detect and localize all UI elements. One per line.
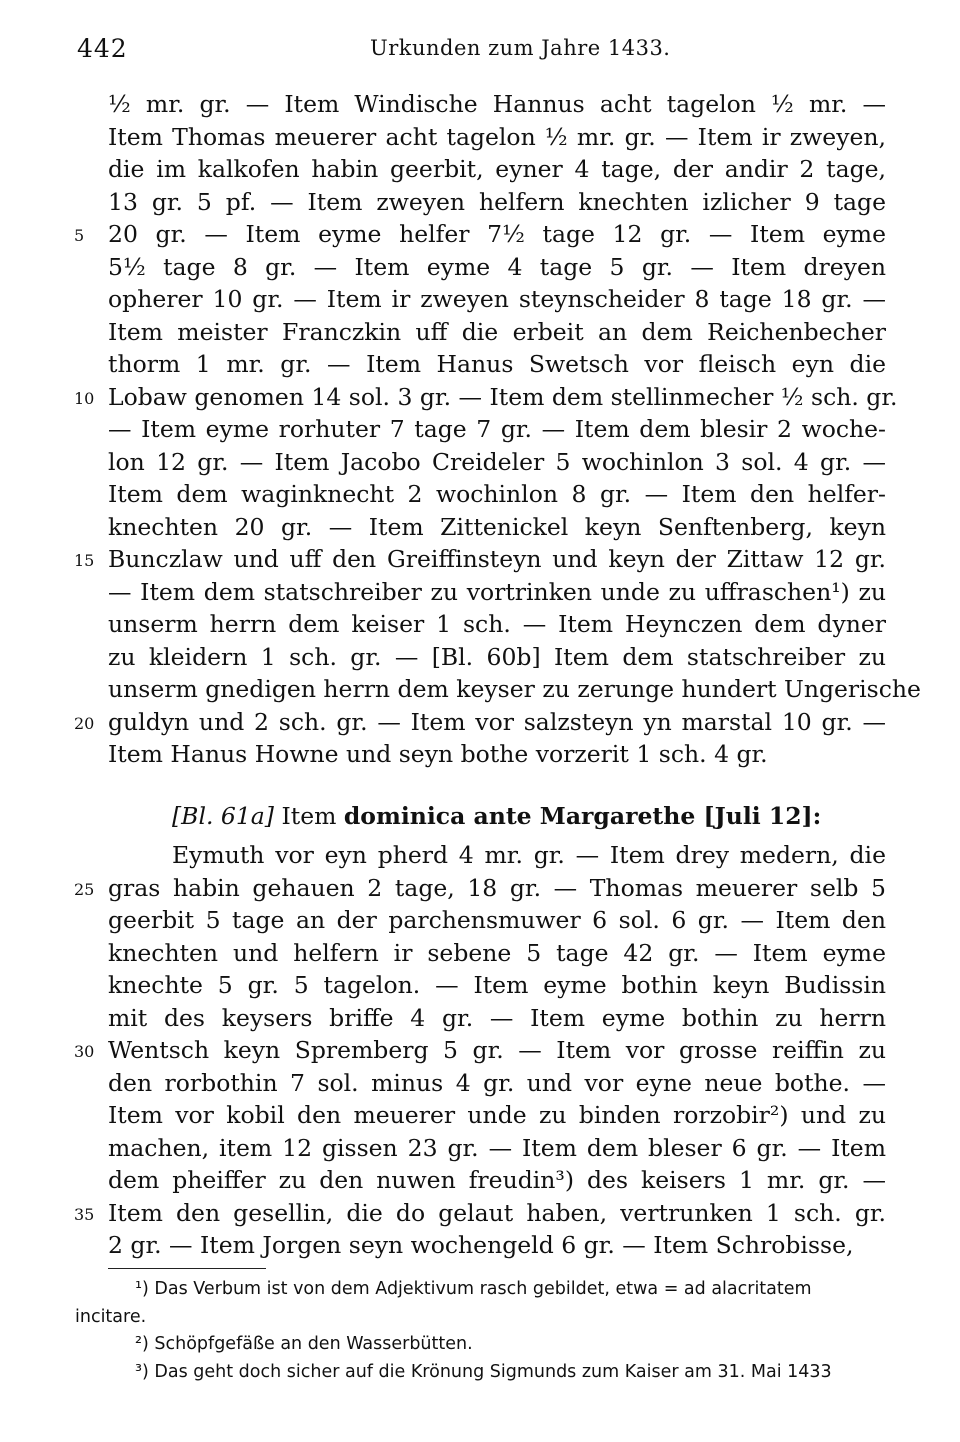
text-line <box>74 218 886 251</box>
line-text: unserm herrn dem keiser 1 sch. — Item Heynczen dem dyner <box>108 610 886 638</box>
line-text: — Item dem statschreiber zu vortrinken unde zu uffraschen¹) zu <box>108 577 886 606</box>
text-line <box>108 1002 886 1035</box>
text-line <box>108 673 921 706</box>
text-line <box>108 121 886 154</box>
text-line <box>108 316 886 349</box>
text-line <box>108 1229 886 1262</box>
heading-item: Item <box>281 802 337 830</box>
footnote-line: incitare. <box>75 1306 147 1327</box>
line-number: 25 <box>74 879 95 899</box>
line-number: 10 <box>74 388 95 408</box>
text-line <box>108 413 886 446</box>
line-text: Bunczlaw und uff den Greiffinsteyn und keyn der Zittaw 12 gr. <box>108 545 886 573</box>
line-text: den rorbothin 7 sol. minus 4 gr. und vor eyne neue bothe. — <box>108 1068 886 1097</box>
footnotes <box>75 1276 887 1386</box>
line-number: 15 <box>74 551 95 570</box>
page-number: 442 <box>77 34 128 63</box>
line-text: Item Hanus Howne und seyn bothe vorzerit 1 sch. 4 gr. <box>108 740 768 768</box>
line-text: 13 gr. 5 pf. — Item zweyen helfern knechten izlicher 9 tage <box>108 187 886 216</box>
line-text: Lobaw genomen 14 sol. 3 gr. — Item dem stellinmecher ½ sch. gr. <box>108 382 898 411</box>
line-number: 30 <box>74 1042 95 1061</box>
line-number: 20 <box>74 713 95 733</box>
line-text: geerbit 5 tage an der parchensmuwer 6 sol. 6 gr. — Item den <box>108 906 886 934</box>
text-line <box>108 1164 886 1197</box>
line-text: machen, item 12 gissen 23 gr. — Item dem bleser 6 gr. — Item <box>108 1133 886 1162</box>
text-block-1 <box>74 88 921 771</box>
line-text: guldyn und 2 sch. gr. — Item vor salzsteyn yn marstal 10 gr. — <box>108 707 886 736</box>
line-text: 20 gr. — Item eyme helfer 7½ tage 12 gr. — Item eyme <box>108 220 886 248</box>
text-line <box>74 872 886 905</box>
folio-reference: [Bl. 61a] <box>172 802 274 830</box>
footnote-line: ²) Schöpfgefäße an den Wasserbütten. <box>135 1334 473 1354</box>
text-line <box>108 1099 886 1132</box>
text-line <box>108 608 886 641</box>
text-line <box>74 1034 886 1067</box>
text-line <box>108 446 886 479</box>
text-line <box>108 738 886 771</box>
line-number: 5 <box>74 226 85 245</box>
text-line <box>74 381 898 414</box>
line-text: zu kleidern 1 sch. gr. — [Bl. 60b] Item dem statschreiber zu <box>108 642 886 671</box>
line-text: 2 gr. — Item Jorgen seyn wochengeld 6 gr. — Item Schrobisse, <box>108 1231 854 1259</box>
text-line <box>108 839 886 872</box>
line-text: Item dem waginknecht 2 wochinlon 8 gr. — Item den helfer- <box>108 480 886 508</box>
text-line <box>74 706 886 739</box>
text-line <box>108 251 886 284</box>
text-line <box>108 153 886 186</box>
line-text: Item Thomas meuerer acht tagelon ½ mr. gr. — Item ir zweyen, <box>108 122 886 151</box>
line-text: thorm 1 mr. gr. — Item Hanus Swetsch vor fleisch eyn die <box>108 350 886 378</box>
text-line <box>108 1067 886 1100</box>
running-title: Urkunden zum Jahre 1433. <box>370 36 671 60</box>
text-line <box>108 1132 886 1165</box>
line-text: Eymuth vor eyn pherd 4 mr. gr. — Item drey medern, die <box>172 841 886 869</box>
line-text: ½ mr. gr. — Item Windische Hannus acht tagelon ½ mr. — <box>108 90 886 118</box>
line-text: — Item eyme rorhuter 7 tage 7 gr. — Item dem blesir 2 woche- <box>108 415 886 443</box>
section-heading <box>108 800 886 833</box>
text-line <box>74 543 886 576</box>
line-text: unserm gnedigen herrn dem keyser zu zerunge hundert Ungerische <box>108 675 921 703</box>
line-text: mit des keysers briffe 4 gr. — Item eyme bothin zu herrn <box>108 1003 886 1032</box>
line-text: Item meister Franczkin uff die erbeit an dem Reichenbecher <box>108 317 886 346</box>
text-line <box>108 478 886 511</box>
line-text: Wentsch keyn Spremberg 5 gr. — Item vor grosse reiffin zu <box>108 1036 886 1064</box>
text-line <box>108 348 886 381</box>
line-number: 35 <box>74 1204 95 1224</box>
line-text: Item vor kobil den meuerer unde zu binden rorzobir²) und zu <box>108 1101 886 1129</box>
heading-date: dominica ante Margarethe [Juli 12]: <box>343 802 822 830</box>
line-text: 5½ tage 8 gr. — Item eyme 4 tage 5 gr. — Item dreyen <box>108 252 886 281</box>
line-text: dem pheiffer zu den nuwen freudin³) des keisers 1 mr. gr. — <box>108 1166 886 1194</box>
text-block-2 <box>74 839 886 1262</box>
line-text: gras habin gehauen 2 tage, 18 gr. — Thomas meuerer selb 5 <box>108 873 886 902</box>
line-text: knechten 20 gr. — Item Zittenickel keyn Senftenberg, keyn <box>108 512 886 541</box>
line-text: opherer 10 gr. — Item ir zweyen steynscheider 8 tage 18 gr. — <box>108 285 886 313</box>
text-line <box>108 186 886 219</box>
text-line <box>108 969 886 1002</box>
footnote-line: ¹) Das Verbum ist von dem Adjektivum rasch gebildet, etwa = ad alacritatem <box>135 1279 812 1299</box>
text-line <box>108 88 886 121</box>
line-text: knechten und helfern ir sebene 5 tage 42 gr. — Item eyme <box>108 938 886 967</box>
text-line <box>108 641 886 674</box>
text-line <box>108 511 886 544</box>
line-text: die im kalkofen habin geerbit, eyner 4 tage, der andir 2 tage, <box>108 155 886 183</box>
footnote-line: ³) Das geht doch sicher auf die Krönung Sigmunds zum Kaiser am 31. Mai 1433 <box>135 1361 832 1382</box>
section-heading-block <box>108 800 886 833</box>
text-line <box>108 937 886 970</box>
text-line <box>74 1197 886 1230</box>
footnote-divider <box>108 1268 266 1269</box>
text-line <box>108 283 886 316</box>
line-text: Item den gesellin, die do gelaut haben, vertrunken 1 sch. gr. <box>108 1198 886 1227</box>
line-text: knechte 5 gr. 5 tagelon. — Item eyme bothin keyn Budissin <box>108 971 886 999</box>
text-line <box>108 904 886 937</box>
text-line <box>108 576 886 609</box>
line-text: lon 12 gr. — Item Jacobo Creideler 5 wochinlon 3 sol. 4 gr. — <box>108 447 886 476</box>
